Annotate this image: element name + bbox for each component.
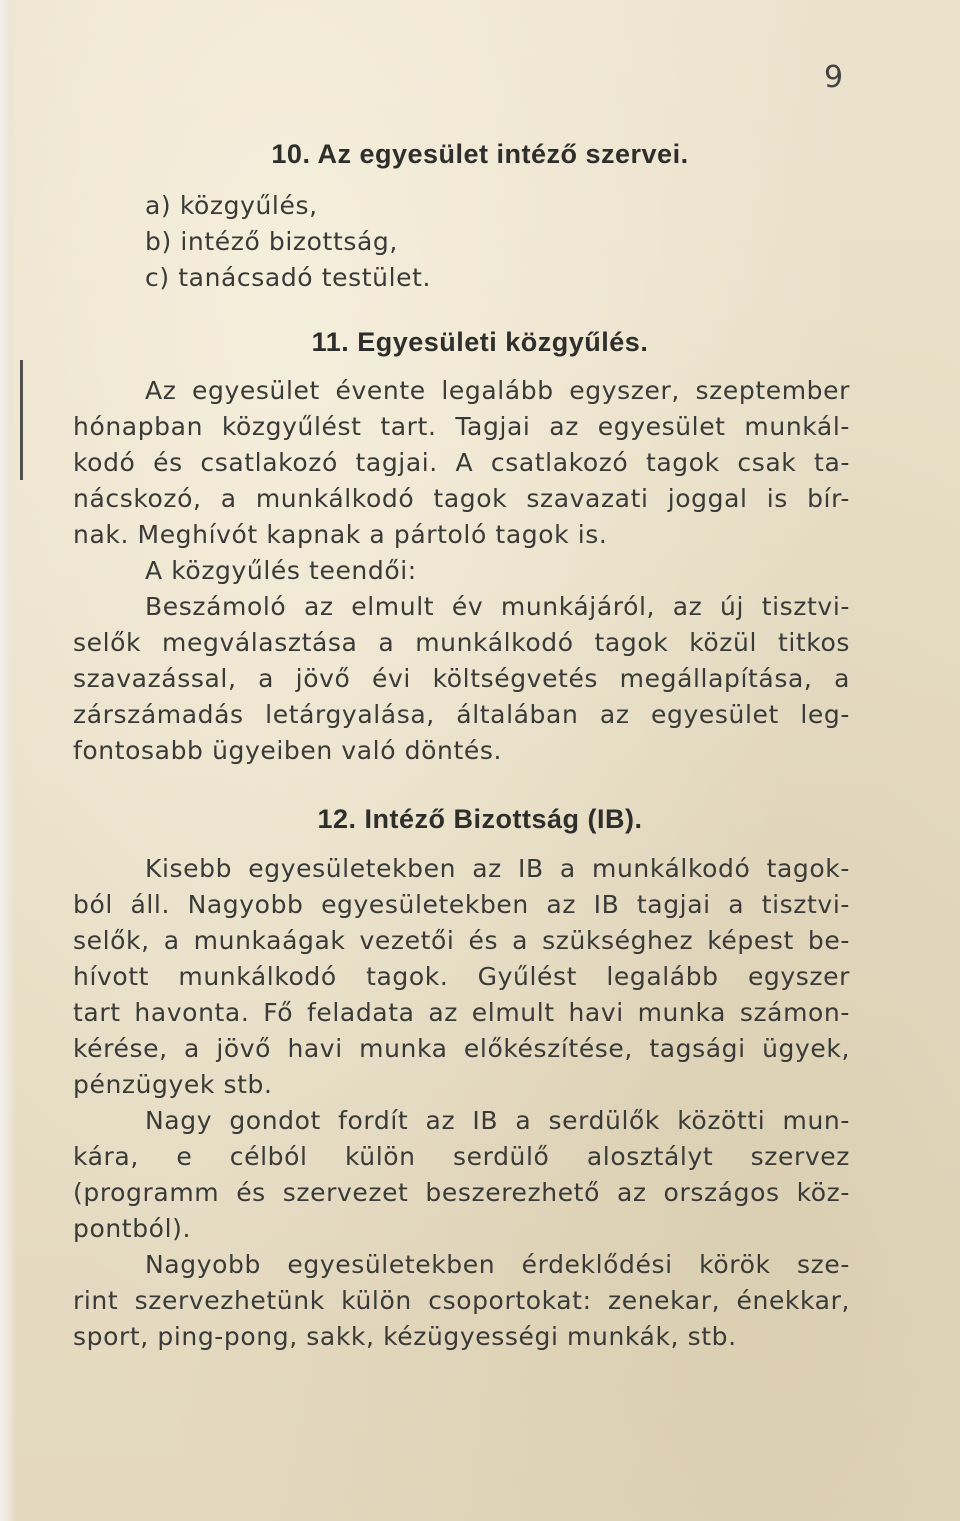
section-10-item-c: c) tanácsadó testület. xyxy=(145,263,432,292)
paragraph-line: ból áll. Nagyobb egyesületekben az IB tagjai a tisztvi- xyxy=(73,890,850,919)
paragraph-line: Az egyesület évente legalább egyszer, szeptember xyxy=(145,376,850,405)
paragraph-line: hívott munkálkodó tagok. Gyűlést legalább egyszer xyxy=(73,962,850,991)
paragraph-line: selők megválasztása a munkálkodó tagok közül titkos xyxy=(73,628,850,657)
section-10-item-a: a) közgyűlés, xyxy=(145,191,318,220)
paragraph-line: hónapban közgyűlést tart. Tagjai az egyesület munkál- xyxy=(73,412,850,441)
section-10-item-b: b) intéző bizottság, xyxy=(145,227,398,256)
paragraph-line: fontosabb ügyeiben való döntés. xyxy=(73,736,503,765)
section-10-heading: 10. Az egyesület intéző szervei. xyxy=(271,139,689,169)
binding-mark xyxy=(20,360,23,480)
paragraph-line: tart havonta. Fő feladata az elmult havi munka számon- xyxy=(73,998,850,1027)
paragraph-line: pénzügyek stb. xyxy=(73,1070,273,1099)
page-edge xyxy=(0,0,16,1521)
paragraph-line: pontból). xyxy=(73,1214,192,1243)
paragraph-line: rint szervezhetünk külön csoportokat: zenekar, énekkar, xyxy=(73,1286,850,1315)
paragraph-line: szavazással, a jövő évi költségvetés megállapítása, a xyxy=(73,664,850,693)
section-12-heading: 12. Intéző Bizottság (IB). xyxy=(317,804,643,834)
section-11-heading: 11. Egyesületi közgyűlés. xyxy=(311,327,649,357)
paragraph-line: Nagy gondot fordít az IB a serdülők közötti mun- xyxy=(145,1106,850,1135)
paragraph-line: selők, a munkaágak vezetői és a szükséghez képest be- xyxy=(73,926,850,955)
paragraph-line: Kisebb egyesületekben az IB a munkálkodó tagok- xyxy=(145,854,850,883)
paragraph-line: kodó és csatlakozó tagjai. A csatlakozó tagok csak ta- xyxy=(73,448,850,477)
paragraph-line: kára, e célból külön serdülő alosztályt szervez xyxy=(73,1142,850,1171)
paragraph-line: A közgyűlés teendői: xyxy=(145,556,417,585)
paragraph-line: Beszámoló az elmult év munkájáról, az új tisztvi- xyxy=(145,592,850,621)
paragraph-line: Nagyobb egyesületekben érdeklődési körök sze- xyxy=(145,1250,850,1279)
paragraph-line: zárszámadás letárgyalása, általában az egyesület leg- xyxy=(73,700,850,729)
paragraph-line: nak. Meghívót kapnak a pártoló tagok is. xyxy=(73,520,608,549)
paragraph-line: nácskozó, a munkálkodó tagok szavazati joggal is bír- xyxy=(73,484,850,513)
paragraph-line: sport, ping-pong, sakk, kézügyességi munkák, stb. xyxy=(73,1322,737,1351)
page-number: 9 xyxy=(824,60,844,95)
paragraph-line: kérése, a jövő havi munka előkészítése, tagsági ügyek, xyxy=(73,1034,850,1063)
paragraph-line: (programm és szervezet beszerezhető az országos köz- xyxy=(73,1178,850,1207)
